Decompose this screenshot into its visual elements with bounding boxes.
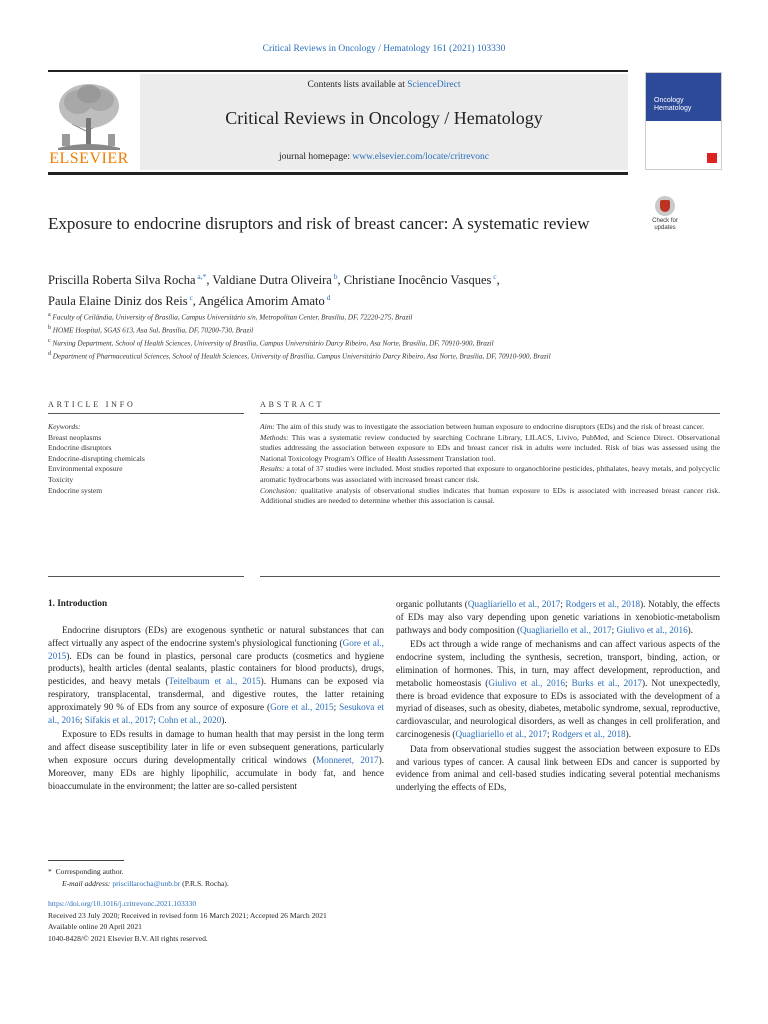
citation-link[interactable]: Gore et al., 2015 — [270, 701, 334, 712]
body-text: ). — [221, 714, 227, 725]
author-email-link[interactable]: priscillarocha@unb.br — [112, 879, 181, 888]
body-text: ). Notably, the effects of EDs may also vary depending upon genetic variations in xenobiotic-metabolism pathways and body composition ( — [396, 599, 721, 635]
abstract-rule — [260, 413, 720, 414]
keyword-item: Endocrine-disrupting chemicals — [48, 453, 145, 463]
introduction-heading: 1. Introduction — [48, 598, 108, 608]
email-suffix: (P.R.S. Rocha). — [180, 879, 229, 888]
affiliation-marker: b — [48, 324, 51, 331]
cover-title — [654, 97, 691, 113]
affiliation-marker: d — [48, 350, 51, 357]
body-text: EDs act through a wide range of mechanisms and can affect various aspects of the endocrine system, including the synthesis, secretion, transport, binding, action, or elimination of hormones. This, in turn, may affect development, reproduction, and metabolic homeostasis ( — [396, 639, 720, 688]
affiliation-marker: c — [48, 337, 51, 344]
article-info-rule — [48, 413, 244, 414]
keyword-item: Endocrine system — [48, 485, 103, 495]
cover-title-line2: Hematology — [654, 105, 692, 112]
body-text: ; — [333, 701, 340, 712]
available-online: Available online 20 April 2021 — [48, 922, 142, 931]
abstract-section-label: Conclusion: — [260, 485, 298, 495]
abstract-section — [260, 464, 720, 485]
affiliation-list — [48, 310, 688, 362]
citation-link[interactable]: Sifakis et al., 2017 — [84, 714, 154, 725]
author-name[interactable]: Valdiane Dutra Oliveira — [212, 273, 332, 288]
received-dates: Received 23 July 2020; Received in revised form 16 March 2021; Accepted 26 March 2021 — [48, 910, 327, 920]
citation-link[interactable]: Quagliariello et al., 2017 — [467, 599, 561, 609]
abstract-heading: ABSTRACT — [260, 400, 325, 409]
homepage-link[interactable]: www.elsevier.com/locate/critrevonc — [352, 152, 489, 162]
abstract-section-label: Aim: — [260, 422, 275, 431]
check-for-updates-icon — [655, 196, 675, 216]
author-separator: , — [337, 273, 344, 288]
author-name[interactable]: Angélica Amorim Amato — [198, 294, 325, 309]
abstract-section-text: This was a systematic review conducted by searching Cochrane Library, LILACS, Livivo, PubMed, and Science Direct. Observational studies addressing the association between exposure to EDs and breast cancer risk in adults were included. Risk of bias was assessed using the National Toxicology Program's Office of Health Assessment Translation tool. — [260, 432, 720, 463]
body-text: ; — [564, 677, 572, 688]
author-affiliation-marker[interactable]: c — [491, 272, 497, 281]
affiliation-marker: a — [48, 312, 51, 318]
body-column-right — [396, 598, 720, 796]
citation-link[interactable]: Teitelbaum et al., 2015 — [168, 676, 261, 687]
keywords-block — [48, 422, 244, 496]
body-text: ). EDs can be found in plastics, personal care products (cosmetics and hygiene products), health articles (dental sealants, plastic containers for blood products), drugs, pesticides, and heavy metals ( — [48, 650, 384, 687]
citation-link[interactable]: Monneret, 2017 — [315, 754, 379, 765]
abstract-section-text: a total of 37 studies were included. Most studies reported that exposure to organochlorine pesticides, phthalates, heavy metals, and polycyclic aromatic hydrocarbons was associated with increased breast cancer risk. — [260, 464, 720, 484]
body-paragraph — [48, 624, 384, 726]
author-affiliation-marker[interactable]: d — [324, 293, 331, 303]
corresponding-text: Corresponding author. — [55, 867, 124, 876]
body-column-left — [48, 624, 384, 794]
article-title: Exposure to endocrine disruptors and risk of breast cancer: A systematic review — [48, 214, 590, 233]
body-text: ; — [560, 599, 566, 609]
cover-logo-mark — [707, 153, 717, 163]
body-text: Endocrine disruptors (EDs) are exogenous synthetic or natural substances that can affect virtually any aspect of the endocrine system's physiological functioning ( — [48, 625, 384, 648]
doi-link[interactable]: https://doi.org/10.1016/j.critrevonc.2021.103330 — [48, 899, 197, 908]
body-text: Exposure to EDs results in damage to human health that may persist in the long term and affect disease susceptibility later in life or even subsequent generations, particularly when exposure occurs during developmentally critical windows ( — [48, 729, 384, 765]
publisher-wordmark: ELSEVIER — [49, 150, 129, 167]
body-text: ). — [625, 728, 631, 739]
abstract-section-text: The aim of this study was to investigate the association between human exposure to endocrine disruptors (EDs) and the risk of breast cancer. — [274, 422, 704, 431]
check-for-updates-label: Check for updates — [652, 218, 678, 231]
journal-reference[interactable]: Critical Reviews in Oncology / Hematology 161 (2021) 103330 — [262, 44, 506, 54]
author-name[interactable]: Christiane Inocêncio Vasques — [343, 273, 492, 288]
abstract-section — [260, 433, 720, 465]
citation-link[interactable]: Cohn et al., 2020 — [158, 714, 222, 725]
email-label: E-mail address: — [62, 879, 113, 888]
journal-title: Critical Reviews in Oncology / Hematology — [225, 108, 543, 128]
abstract-section-text: qualitative analysis of observational studies indicates that human exposure to EDs is associated with increased breast cancer risk. Additional studies are needed to determine whether this association is causal. — [260, 485, 720, 506]
author-list — [48, 268, 648, 310]
contents-line — [140, 80, 628, 90]
body-paragraph — [396, 743, 720, 794]
citation-link[interactable]: Giulivo et al., 2016 — [616, 624, 688, 635]
email-line — [48, 878, 448, 890]
citation-link[interactable]: Quagliariello et al., 2017 — [455, 728, 548, 739]
body-text: ). Moreover, many EDs are highly lipophilic, accumulate in body fat, and hence bioaccumulate in the environment; the latter are so-called persistent — [48, 754, 384, 791]
affiliation-text: Faculty of Ceilândia, University of Brasília, Campus Universitário s/n, Metropolitan Center, Brasília, DF, 72220-275, Brazil — [50, 313, 413, 322]
abstract-bottom-rule — [260, 576, 720, 577]
sciencedirect-link[interactable]: ScienceDirect — [407, 80, 461, 90]
affiliation-text: HOME Hospital, SGAS 613, Asa Sul, Brasília, DF, 70200-730, Brazil — [51, 326, 254, 335]
body-text: ; — [153, 714, 159, 725]
footnote-rule — [48, 860, 124, 861]
abstract-section-label: Results: — [260, 464, 285, 474]
keyword-item: Endocrine disruptors — [48, 443, 112, 453]
affiliation — [48, 349, 688, 362]
homepage-prefix: journal homepage: — [279, 152, 353, 162]
abstract-body — [260, 422, 720, 507]
affiliation-text: Nursing Department, School of Health Sciences, University of Brasília, Campus Universitário Darcy Ribeiro, Asa Norte, Brasília, DF, 70910-900, Brazil — [50, 339, 494, 348]
citation-link[interactable]: Gore et al., 2015 — [48, 637, 384, 661]
author-name[interactable]: Priscilla Roberta Silva Rocha — [48, 273, 196, 288]
citation-link[interactable]: Rodgers et al., 2018 — [565, 599, 641, 609]
contents-prefix: Contents lists available at — [307, 80, 408, 90]
affiliation — [48, 336, 688, 349]
footnote-star: * — [48, 867, 52, 876]
author-separator: , — [496, 273, 500, 288]
header-rule-top — [48, 70, 628, 72]
journal-cover-thumbnail[interactable] — [645, 72, 722, 170]
keywords-label: Keywords: — [48, 422, 81, 431]
body-paragraph — [396, 598, 720, 636]
citation-link[interactable]: Sesukova et al., 2016 — [48, 701, 384, 725]
body-text: ; — [547, 728, 552, 739]
article-info-heading: ARTICLE INFO — [48, 400, 136, 409]
keyword-item: Toxicity — [48, 474, 74, 484]
corresponding-author-footnote — [48, 866, 448, 890]
homepage-line — [140, 152, 628, 162]
affiliation — [48, 323, 688, 336]
body-text: ). Not unexpectedly, there is broad evidence that exposure to EDs is associated with the development of a myriad of diseases, such as obesity, diabetes, metabolic syndrome, sexual, reproductive, cardiovascular, and neurological disorders, as well as changes in cell proliferation, and carcinogenesis ( — [396, 677, 720, 739]
body-text: ). Humans can be exposed via respiratory, transplacental, transdermal, and digestive routes, the latter retaining approximately 90 % of EDs from any source of exposure ( — [48, 676, 384, 712]
body-paragraph — [48, 728, 384, 792]
abstract-section — [260, 486, 720, 507]
header-rule-bottom — [48, 172, 628, 175]
abstract-section — [260, 422, 720, 433]
article-info-bottom-rule — [48, 576, 244, 577]
author-separator: , — [206, 273, 213, 288]
citation-link[interactable]: Giulivo et al., 2016 — [488, 677, 565, 688]
author-name[interactable]: Paula Elaine Diniz dos Reis — [48, 294, 188, 309]
citation-link[interactable]: Burks et al., 2017 — [571, 677, 643, 688]
author-affiliation-marker[interactable]: b — [331, 272, 338, 281]
body-text: organic pollutants ( — [396, 599, 468, 609]
citation-link[interactable]: Rodgers et al., 2018 — [551, 728, 626, 739]
copyright: 1040-8428/© 2021 Elsevier B.V. All rights reserved. — [48, 933, 208, 943]
abstract-section-label: Methods: — [260, 432, 289, 442]
affiliation-text: Department of Pharmaceutical Sciences, School of Health Sciences, University of Brasília, Campus Universitário Darcy Ribeiro, Asa Norte, Brasília, DF, 70910-900, Brazil — [51, 352, 551, 361]
corresponding-line — [48, 866, 448, 878]
publication-info — [48, 898, 548, 944]
body-text: ; — [611, 624, 617, 635]
affiliation — [48, 310, 688, 323]
cover-title-line1: Oncology — [654, 97, 684, 104]
keyword-item: Breast neoplasms — [48, 432, 102, 442]
body-text: Data from observational studies suggest the association between exposure to EDs and various types of cancer. A causal link between EDs and cancer is supported by evidence from animal and cell-based studies indicating several potential mechanisms underlying the effects of EDs, — [396, 743, 720, 793]
body-text: ). — [687, 624, 694, 635]
author-separator: , — [192, 294, 199, 309]
keyword-item: Environmental exposure — [48, 464, 123, 474]
keywords-list — [48, 433, 244, 497]
body-paragraph — [396, 638, 720, 740]
author-affiliation-marker[interactable]: a,* — [195, 272, 207, 281]
author-affiliation-marker[interactable]: c — [187, 293, 193, 303]
check-for-updates-badge[interactable] — [650, 196, 680, 232]
body-text: ; — [79, 714, 85, 725]
citation-link[interactable]: Quagliariello et al., 2017 — [520, 624, 612, 635]
